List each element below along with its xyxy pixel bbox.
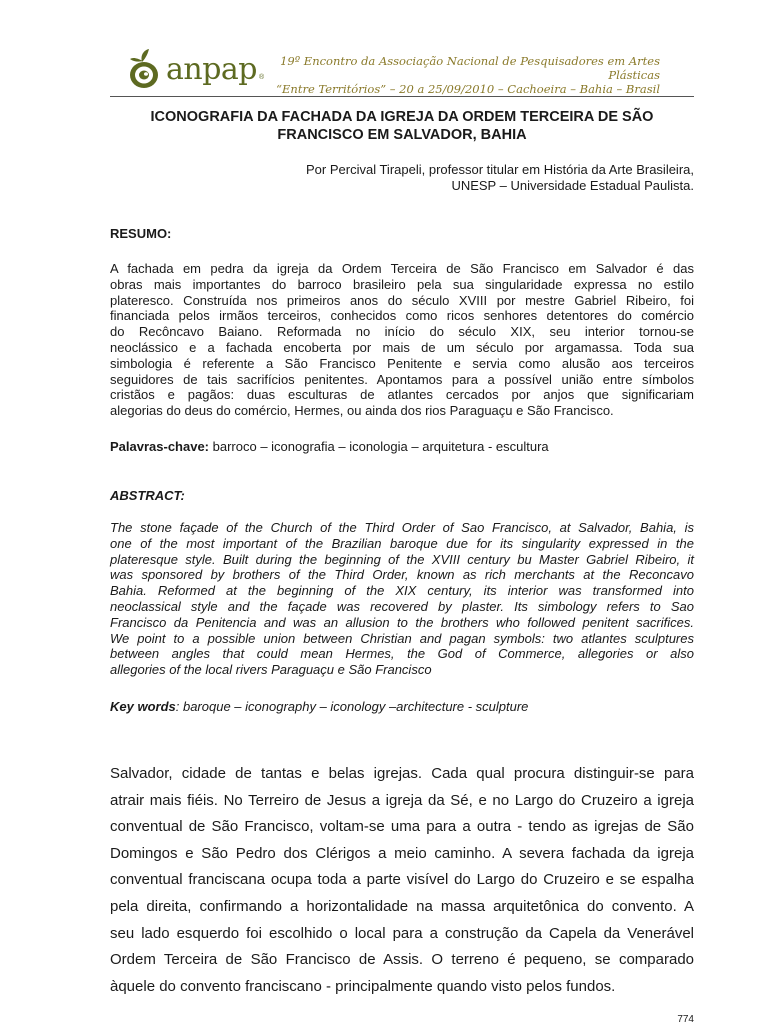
event-line-2: “Entre Territórios” – 20 a 25/09/2010 – Cachoeira – Bahia – Brasil (276, 82, 660, 96)
event-info (260, 54, 660, 96)
resumo-line: financiada pelos irmãos terceiros, conhecidos como ricos senhores detentores do comércio (110, 308, 694, 324)
abstract-line: plateresque style. Built during the beginning of the XVIII century bu Master Gabriel Ribeiro, it (110, 551, 694, 567)
author-line-1: Por Percival Tirapeli, professor titular em História da Arte Brasileira, (306, 162, 694, 177)
event-line-1: 19º Encontro da Associação Nacional de Pesquisadores em Artes Plásticas (280, 54, 660, 82)
key-words-label: Key words (110, 699, 176, 714)
abstract-line: The stone façade of the Church of the Third Order of Sao Francisco, at Salvador, Bahia, is (110, 520, 694, 535)
palavras-chave-values: barroco – iconografia – iconologia – arquitetura - escultura (209, 439, 549, 454)
resumo-line: alegorias do deus do comércio, Hermes, ou ainda dos rios Paraguaçu e São Francisco. (110, 403, 614, 419)
resumo-line: simbologia é referente a São Francisco Penitente e servia como alusão aos terceiros (110, 355, 694, 371)
resumo-line: neoclássico e a fachada encoberta por mais de um século por argamassa. Toda sua (110, 339, 694, 355)
paper-title (110, 108, 694, 144)
body-paragraph (110, 761, 694, 1000)
resumo-line: seguidores de tais sacrifícios penitentes. Apontamos para a possível união entre símbolos (110, 371, 694, 387)
registered-mark: ® (259, 74, 265, 81)
abstract-line: Bahia. Reformed at the beginning of the XIX century, its interior was transformed into (110, 583, 694, 599)
title-line-1: ICONOGRAFIA DA FACHADA DA IGREJA DA ORDEM TERCEIRA DE SÃO (150, 109, 654, 125)
body-line: Ordem Terceira de São Francisco de Assis. O terreno é pequeno, se comparado (110, 951, 694, 969)
body-line: seu lado esquerdo foi escolhido o local para a construção da Capela da Venerável (110, 924, 694, 942)
resumo-heading: RESUMO: (110, 226, 172, 241)
palavras-chave-label: Palavras-chave: (110, 439, 210, 454)
abstract-line: allegories of the local rivers Paraguaçu e São Francisco (110, 662, 432, 678)
abstract-line: between angles that could mean Hermes, the God of Commerce, allegories or also (110, 646, 694, 662)
page-number: 774 (677, 1014, 694, 1025)
page-header (110, 46, 660, 96)
key-words-values: : baroque – iconography – iconology –architecture - sculpture (175, 699, 529, 714)
key-words (110, 699, 694, 715)
abstract-line: one of the most important of the Brazilian baroque due for its singularity expressed in the (110, 535, 694, 551)
resumo-line: A fachada em pedra da igreja da Ordem Terceira de São Francisco em Salvador é das (110, 261, 694, 276)
body-line: conventual de São Francisco, voltam-se uma para a outra - tendo as igrejas de São (110, 818, 694, 836)
body-line: conventual franciscana ocupa toda a parte visível do Largo do Cruzeiro e se espalha (110, 871, 694, 889)
palavras-chave (110, 439, 694, 455)
resumo-line: obras mais importantes do barroco brasileiro pela sua singularidade expressa no estilo (110, 276, 694, 292)
anpap-logo (122, 48, 272, 92)
body-line: àquele do convento franciscano - principalmente quando visto pelos fundos. (110, 977, 616, 995)
author-line-2: UNESP – Universidade Estadual Paulista. (451, 178, 694, 193)
resumo-line: cristãos e pagãos: duas esculturas de atlantes cercados por anjos que significariam (110, 387, 694, 403)
abstract-line: We point to a possible union between Christian and pagan symbols: two atlantes sculptures (110, 630, 694, 646)
abstract-line: neoclassical style and the façade was recovered by plaster. Its simbology refers to Sao (110, 598, 694, 614)
title-line-2: FRANCISCO EM SALVADOR, BAHIA (277, 127, 527, 143)
spiral-seed-icon (122, 48, 162, 92)
logo-wordmark: anpap (166, 52, 258, 87)
author-credit (110, 162, 694, 194)
abstract-line: Francisco da Penitencia and was an allusion to the brothers who followed penitent sacrifices. (110, 614, 694, 630)
header-divider (110, 96, 694, 97)
body-line: pela direita, confirmando a horizontalidade na massa arquitetônica do convento. A (110, 897, 694, 915)
resumo-line: plateresco. Construída nos primeiros anos do século XVIII por mestre Gabriel Ribeiro, foi (110, 292, 694, 308)
abstract-line: was sponsored by brothers of the Third Order, known as rich merchants at the Reconcavo (110, 567, 694, 583)
body-line: atrair mais fiéis. No Terreiro de Jesus a igreja da Sé, e no Largo do Cruzeiro a igreja (110, 791, 694, 809)
resumo-paragraph (110, 261, 694, 419)
body-line: Salvador, cidade de tantas e belas igrejas. Cada qual procura distinguir-se para (110, 765, 694, 782)
abstract-heading: ABSTRACT: (110, 488, 185, 503)
resumo-line: do Recôncavo Baiano. Reformada no início do século XIX, seu interior tornou-se (110, 324, 694, 340)
abstract-paragraph (110, 520, 694, 678)
body-line: Domingos e São Pedro dos Clérigos a meio caminho. A severa fachada da igreja (110, 844, 694, 862)
